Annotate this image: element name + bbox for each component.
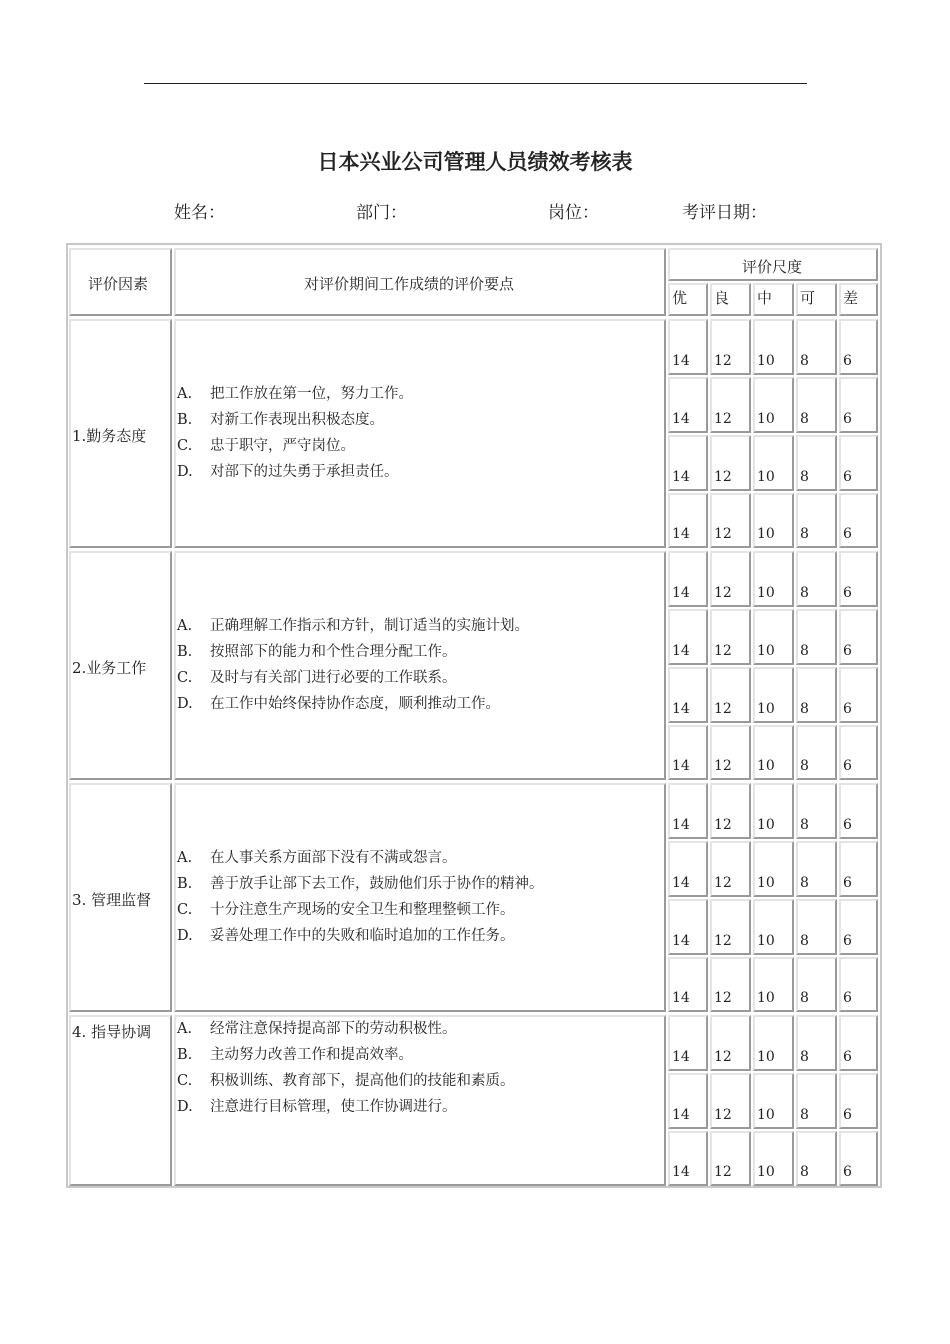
score-value: 8 [800, 1049, 809, 1065]
score-cell [710, 1131, 751, 1186]
point-key: C. [177, 902, 193, 918]
score-cell [753, 551, 794, 607]
score-value: 8 [800, 758, 809, 774]
score-cell [710, 319, 751, 375]
point-item [177, 871, 544, 897]
dept-label: 部门： [356, 203, 407, 223]
point-item [177, 1068, 515, 1094]
score-cell [753, 899, 794, 955]
score-cell [710, 435, 751, 491]
score-cell [668, 435, 708, 491]
grade-cell [796, 283, 837, 316]
points-list [177, 381, 413, 485]
score-cell [753, 319, 794, 375]
point-text: 积极训练、教育部下，提高他们的技能和素质。 [210, 1073, 515, 1089]
score-cell [668, 725, 708, 780]
point-text: 忠于职守，严守岗位。 [210, 438, 355, 454]
score-value: 14 [672, 526, 690, 542]
score-cell [753, 957, 794, 1012]
score-value: 12 [714, 758, 732, 774]
score-value: 12 [714, 469, 732, 485]
score-value: 14 [672, 469, 690, 485]
score-cell [796, 667, 837, 723]
score-cell [796, 493, 837, 548]
score-value: 8 [800, 701, 809, 717]
score-cell [839, 841, 878, 897]
score-cell [796, 1015, 837, 1071]
score-cell [796, 725, 837, 780]
score-cell [796, 899, 837, 955]
point-text: 妥善处理工作中的失败和临时追加的工作任务。 [210, 928, 515, 944]
score-cell [839, 899, 878, 955]
point-text: 在人事关系方面部下没有不满或怨言。 [210, 850, 457, 866]
factor-name: 3. 管理监督 [72, 891, 152, 909]
score-value: 10 [757, 469, 775, 485]
score-value: 8 [800, 875, 809, 891]
score-value: 14 [672, 758, 690, 774]
score-cell [668, 1131, 708, 1186]
score-cell [710, 1015, 751, 1071]
score-cell [710, 493, 751, 548]
score-value: 12 [714, 875, 732, 891]
score-value: 8 [800, 933, 809, 949]
point-item [177, 639, 529, 665]
score-cell [710, 609, 751, 665]
score-value: 8 [800, 469, 809, 485]
header-factor: 评价因素 [88, 275, 149, 293]
score-value: 6 [843, 758, 852, 774]
score-cell [710, 957, 751, 1012]
score-cell [753, 725, 794, 780]
score-value: 12 [714, 990, 732, 1006]
point-key: B. [177, 644, 193, 660]
score-cell [710, 377, 751, 433]
point-text: 注意进行目标管理，使工作协调进行。 [210, 1099, 457, 1115]
point-item [177, 897, 544, 923]
score-value: 14 [672, 990, 690, 1006]
score-value: 8 [800, 353, 809, 369]
score-cell [796, 377, 837, 433]
score-value: 6 [843, 990, 852, 1006]
factor-name: 1.勤务态度 [72, 427, 147, 445]
score-value: 6 [843, 817, 852, 833]
score-value: 10 [757, 875, 775, 891]
score-cell [839, 783, 878, 839]
score-cell [753, 493, 794, 548]
score-cell [839, 319, 878, 375]
score-cell [710, 667, 751, 723]
point-item [177, 845, 544, 871]
point-item [177, 1094, 515, 1120]
score-value: 10 [757, 353, 775, 369]
grade-label: 中 [757, 289, 773, 307]
score-cell [839, 377, 878, 433]
score-value: 14 [672, 353, 690, 369]
score-cell [668, 1073, 708, 1129]
score-value: 12 [714, 526, 732, 542]
score-value: 6 [843, 411, 852, 427]
score-cell [796, 1131, 837, 1186]
score-value: 8 [800, 643, 809, 659]
score-value: 6 [843, 1049, 852, 1065]
score-cell [668, 783, 708, 839]
point-key: D. [177, 1099, 193, 1115]
point-text: 经常注意保持提高部下的劳动积极性。 [210, 1021, 457, 1037]
score-cell [753, 1131, 794, 1186]
score-cell [668, 1015, 708, 1071]
score-cell [753, 435, 794, 491]
score-value: 12 [714, 411, 732, 427]
score-value: 12 [714, 353, 732, 369]
score-cell [710, 841, 751, 897]
score-value: 12 [714, 1049, 732, 1065]
point-text: 十分注意生产现场的安全卫生和整理整顿工作。 [210, 902, 515, 918]
score-value: 10 [757, 701, 775, 717]
score-value: 10 [757, 990, 775, 1006]
score-value: 12 [714, 643, 732, 659]
score-cell [753, 609, 794, 665]
point-key: A. [177, 1021, 193, 1037]
score-cell [668, 319, 708, 375]
score-value: 10 [757, 411, 775, 427]
score-value: 10 [757, 526, 775, 542]
points-list [177, 845, 544, 949]
point-item [177, 407, 413, 433]
point-text: 主动努力改善工作和提高效率。 [210, 1047, 413, 1063]
score-cell [796, 841, 837, 897]
score-cell [668, 551, 708, 607]
point-key: A. [177, 386, 193, 402]
score-cell [839, 551, 878, 607]
grade-cell [710, 283, 751, 316]
point-item [177, 665, 529, 691]
point-item [177, 459, 413, 485]
name-label: 姓名： [174, 203, 225, 223]
score-cell [839, 609, 878, 665]
score-cell [710, 899, 751, 955]
score-cell [710, 551, 751, 607]
score-value: 6 [843, 933, 852, 949]
score-cell [668, 957, 708, 1012]
date-label: 考评日期： [682, 203, 767, 223]
score-value: 14 [672, 933, 690, 949]
score-cell [753, 377, 794, 433]
point-key: B. [177, 412, 193, 428]
grade-label: 良 [714, 289, 730, 307]
score-cell [796, 435, 837, 491]
score-cell [710, 783, 751, 839]
point-key: D. [177, 928, 193, 944]
grade-label: 优 [672, 289, 688, 307]
score-cell [668, 899, 708, 955]
score-value: 14 [672, 701, 690, 717]
score-cell [839, 1015, 878, 1071]
header-points: 对评价期间工作成绩的评价要点 [304, 275, 515, 293]
point-key: A. [177, 618, 193, 634]
score-value: 8 [800, 990, 809, 1006]
point-key: B. [177, 1047, 193, 1063]
score-cell [839, 725, 878, 780]
point-item [177, 433, 413, 459]
point-text: 在工作中始终保持协作态度，顺利推动工作。 [210, 696, 500, 712]
point-item [177, 691, 529, 717]
score-value: 12 [714, 701, 732, 717]
point-text: 按照部下的能力和个性合理分配工作。 [210, 644, 457, 660]
score-cell [710, 1073, 751, 1129]
score-cell [668, 377, 708, 433]
header-scale: 评价尺度 [742, 258, 803, 276]
score-cell [796, 783, 837, 839]
page-title: 日本兴业公司管理人员绩效考核表 [317, 150, 633, 174]
score-value: 6 [843, 875, 852, 891]
score-cell [668, 841, 708, 897]
score-cell [839, 1131, 878, 1186]
score-value: 6 [843, 469, 852, 485]
points-list [177, 613, 529, 717]
point-key: B. [177, 876, 193, 892]
score-value: 10 [757, 1107, 775, 1123]
point-item [177, 613, 529, 639]
grade-label: 差 [843, 289, 859, 307]
point-key: D. [177, 696, 193, 712]
score-cell [839, 957, 878, 1012]
score-value: 14 [672, 817, 690, 833]
score-value: 10 [757, 643, 775, 659]
score-cell [753, 1073, 794, 1129]
score-value: 8 [800, 1164, 809, 1180]
factor-name: 2.业务工作 [72, 659, 147, 677]
score-value: 12 [714, 1107, 732, 1123]
score-cell [796, 1073, 837, 1129]
score-value: 8 [800, 817, 809, 833]
points-list [177, 1016, 515, 1120]
point-item [177, 1016, 515, 1042]
score-value: 10 [757, 817, 775, 833]
point-item [177, 381, 413, 407]
score-value: 10 [757, 585, 775, 601]
point-key: A. [177, 850, 193, 866]
point-text: 对新工作表现出积极态度。 [210, 412, 384, 428]
point-text: 把工作放在第一位，努力工作。 [210, 386, 413, 402]
score-value: 12 [714, 933, 732, 949]
point-text: 对部下的过失勇于承担责任。 [210, 464, 399, 480]
top-rule [144, 83, 807, 84]
point-key: C. [177, 438, 193, 454]
point-text: 及时与有关部门进行必要的工作联系。 [210, 670, 457, 686]
score-cell [668, 609, 708, 665]
score-cell [753, 1015, 794, 1071]
score-cell [839, 435, 878, 491]
score-value: 8 [800, 585, 809, 601]
score-value: 10 [757, 758, 775, 774]
post-label: 岗位： [548, 203, 599, 223]
grade-cell [753, 283, 794, 316]
score-value: 6 [843, 643, 852, 659]
point-text: 善于放手让部下去工作，鼓励他们乐于协作的精神。 [210, 876, 544, 892]
score-cell [753, 841, 794, 897]
score-value: 6 [843, 585, 852, 601]
score-value: 14 [672, 1164, 690, 1180]
score-value: 6 [843, 1107, 852, 1123]
score-cell [796, 319, 837, 375]
score-value: 10 [757, 1049, 775, 1065]
grade-cell [668, 283, 708, 316]
score-value: 12 [714, 817, 732, 833]
score-cell [710, 725, 751, 780]
point-item [177, 1042, 515, 1068]
score-cell [668, 667, 708, 723]
score-cell [753, 667, 794, 723]
score-value: 14 [672, 1107, 690, 1123]
point-key: D. [177, 464, 193, 480]
score-value: 14 [672, 875, 690, 891]
score-value: 8 [800, 526, 809, 542]
score-cell [839, 1073, 878, 1129]
score-value: 10 [757, 1164, 775, 1180]
score-cell [839, 667, 878, 723]
point-key: C. [177, 670, 193, 686]
score-value: 8 [800, 1107, 809, 1123]
score-value: 14 [672, 643, 690, 659]
score-cell [796, 609, 837, 665]
score-cell [796, 551, 837, 607]
score-cell [753, 783, 794, 839]
score-value: 14 [672, 585, 690, 601]
score-value: 6 [843, 1164, 852, 1180]
factor-name: 4. 指导协调 [72, 1023, 152, 1041]
score-value: 6 [843, 353, 852, 369]
score-value: 14 [672, 411, 690, 427]
score-cell [796, 957, 837, 1012]
point-text: 正确理解工作指示和方针，制订适当的实施计划。 [210, 618, 529, 634]
score-value: 10 [757, 933, 775, 949]
score-value: 6 [843, 526, 852, 542]
score-cell [668, 493, 708, 548]
grade-cell [839, 283, 878, 316]
point-item [177, 923, 544, 949]
grade-label: 可 [800, 289, 816, 307]
score-value: 12 [714, 1164, 732, 1180]
score-value: 12 [714, 585, 732, 601]
score-value: 14 [672, 1049, 690, 1065]
score-value: 6 [843, 701, 852, 717]
score-value: 8 [800, 411, 809, 427]
point-key: C. [177, 1073, 193, 1089]
score-cell [839, 493, 878, 548]
